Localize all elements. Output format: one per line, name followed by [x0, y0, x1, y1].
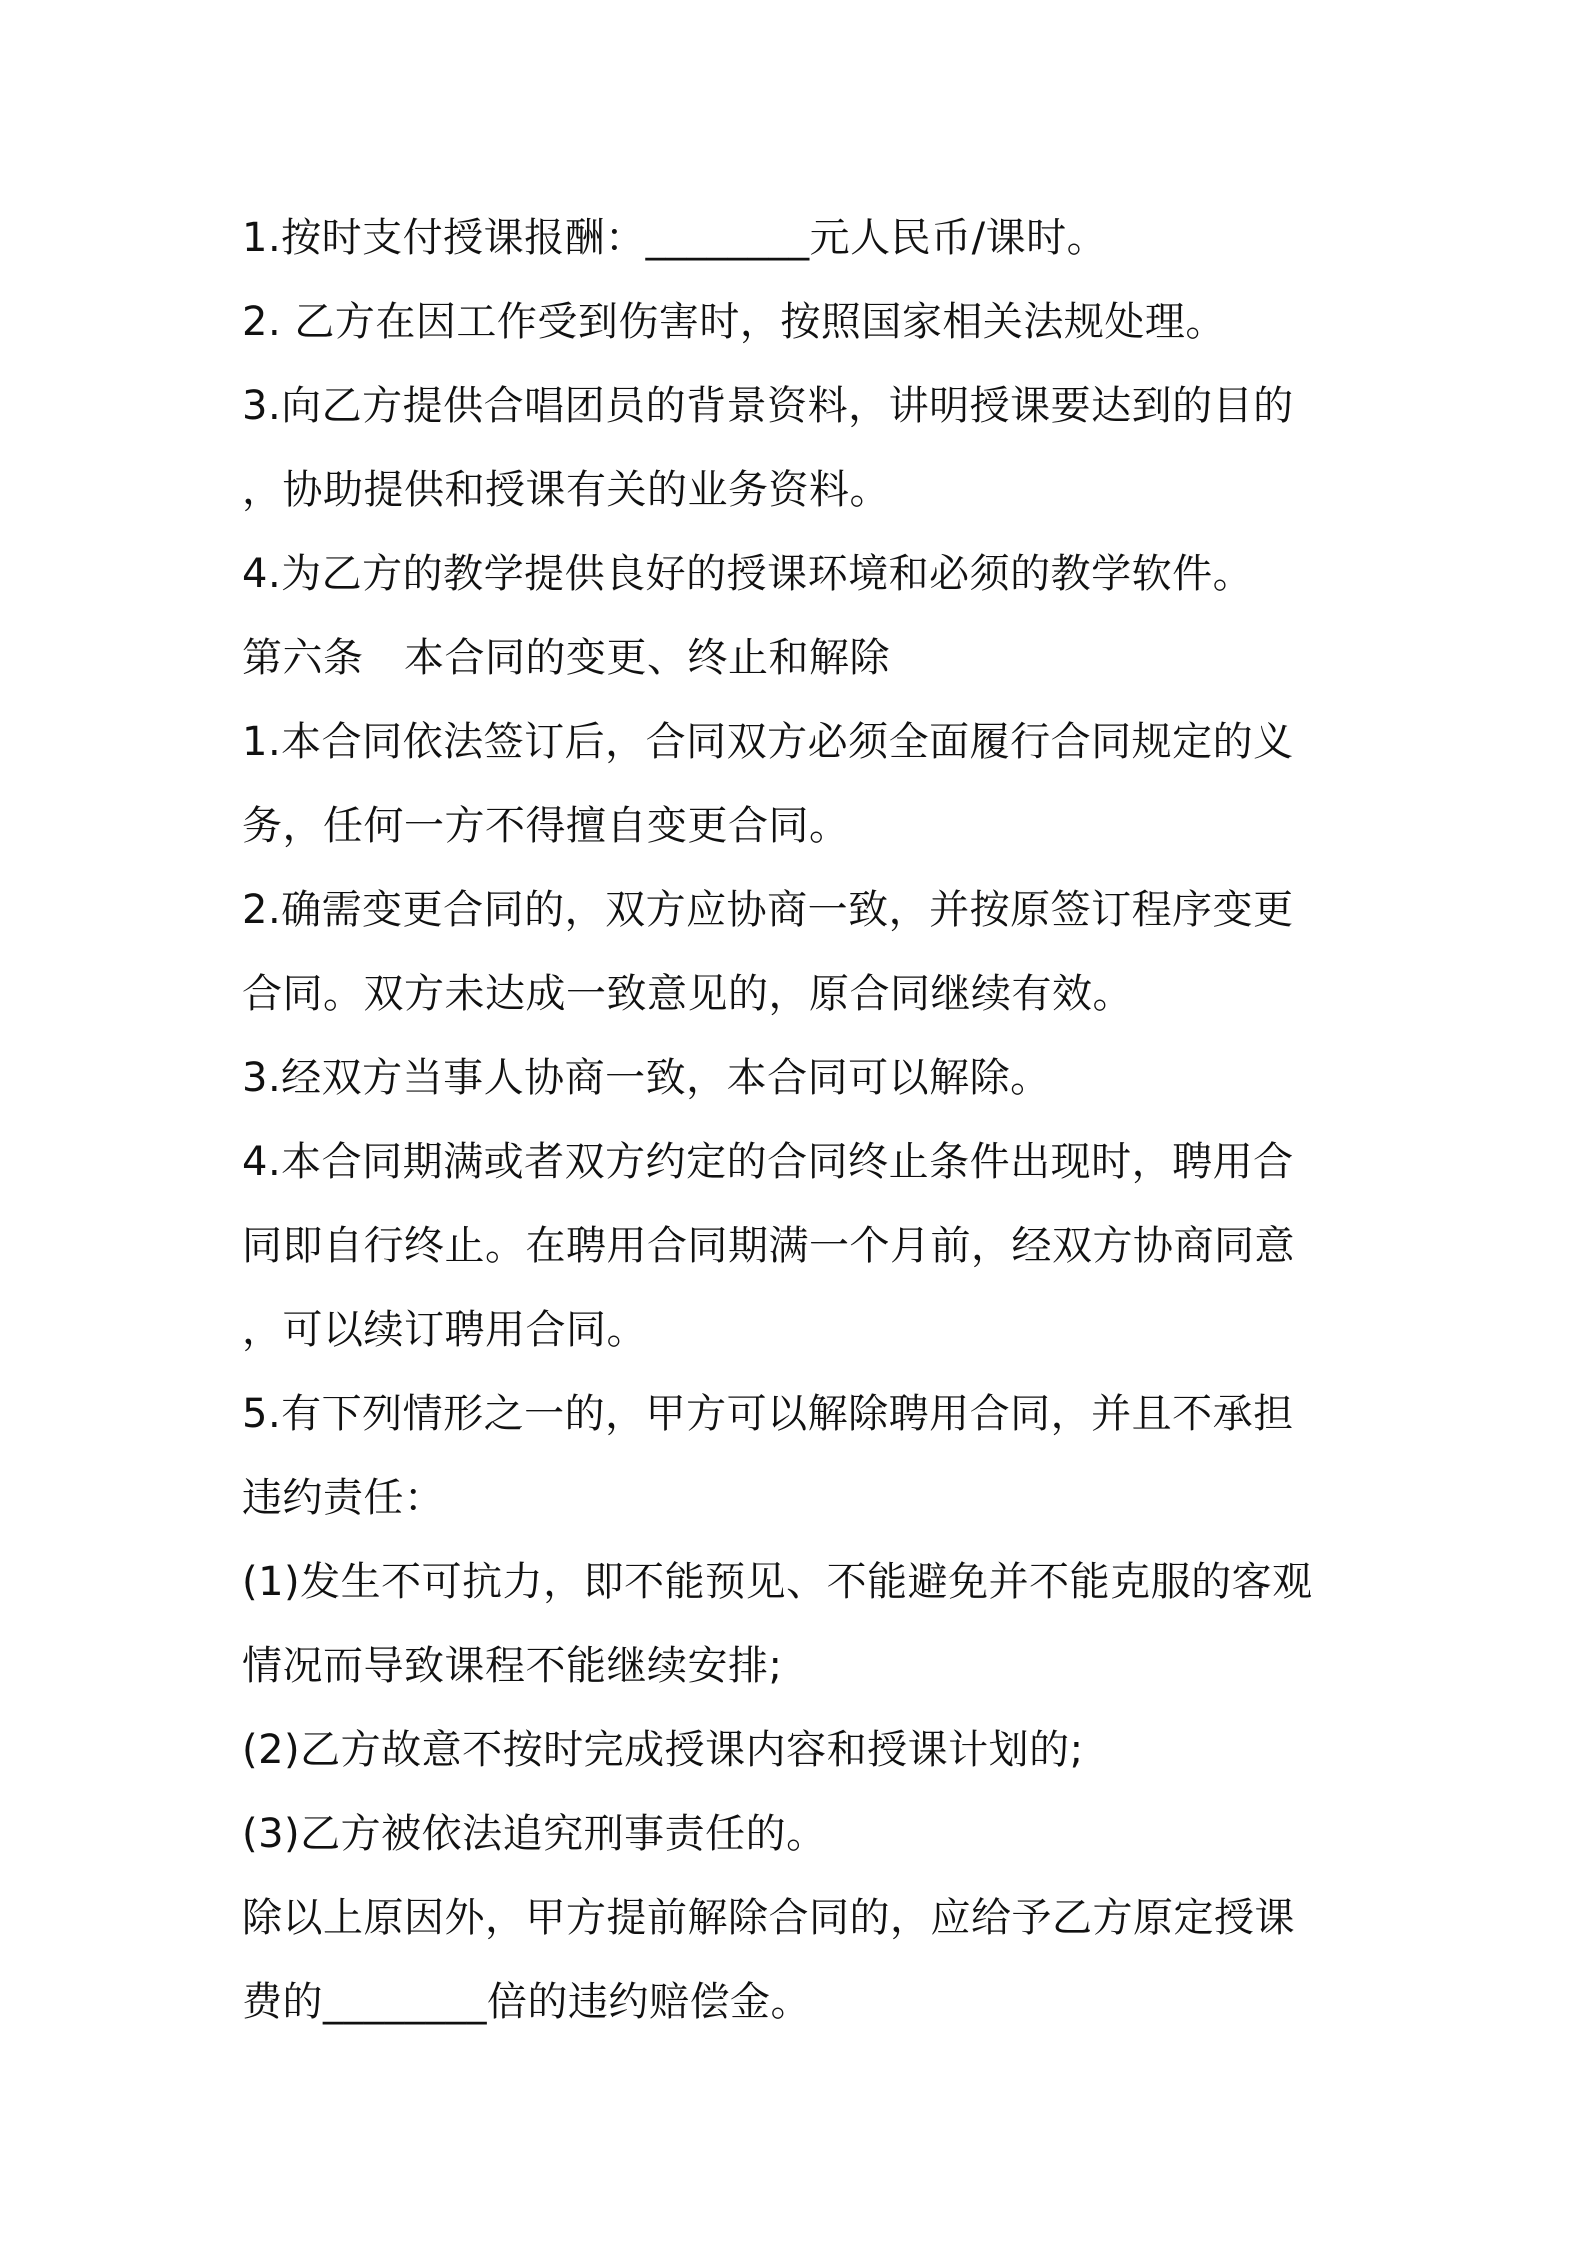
text-line: 4.本合同期满或者双方约定的合同终止条件出现时，聘用合	[242, 1139, 1294, 1185]
text-line: ，可以续订聘用合同。	[242, 1307, 647, 1353]
text-line: 1.本合同依法签订后，合同双方必须全面履行合同规定的义	[242, 719, 1294, 765]
text-line: 务，任何一方不得擅自变更合同。	[242, 803, 850, 849]
text-line: 除以上原因外，甲方提前解除合同的，应给予乙方原定授课	[242, 1895, 1295, 1941]
text-line: 2. 乙方在因工作受到伤害时，按照国家相关法规处理。	[242, 299, 1226, 345]
text-line: ，协助提供和授课有关的业务资料。	[242, 467, 890, 513]
text-line: 5.有下列情形之一的，甲方可以解除聘用合同，并且不承担	[242, 1391, 1294, 1437]
text-line: 违约责任：	[242, 1475, 445, 1521]
section-heading: 第六条 本合同的变更、终止和解除	[242, 635, 890, 681]
text-line: 4.为乙方的教学提供良好的授课环境和必须的教学软件。	[242, 551, 1254, 597]
text-line: 3.向乙方提供合唱团员的背景资料，讲明授课要达到的目的	[242, 383, 1294, 429]
text-line: 情况而导致课程不能继续安排;	[242, 1643, 783, 1689]
text-line: (1)发生不可抗力，即不能预见、不能避免并不能克服的客观	[242, 1559, 1313, 1605]
text-line: (3)乙方被依法追究刑事责任的。	[242, 1811, 827, 1857]
document-body	[242, 196, 1362, 2044]
text-line: 费的________倍的违约赔偿金。	[242, 1979, 811, 2025]
text-line: (2)乙方故意不按时完成授课内容和授课计划的;	[242, 1727, 1084, 1773]
text-line: 3.经双方当事人协商一致，本合同可以解除。	[242, 1055, 1051, 1101]
text-line: 合同。双方未达成一致意见的，原合同继续有效。	[242, 971, 1133, 1017]
text-line: 同即自行终止。在聘用合同期满一个月前，经双方协商同意	[242, 1223, 1295, 1269]
text-line: 2.确需变更合同的，双方应协商一致，并按原签订程序变更	[242, 887, 1294, 933]
text-line: 1.按时支付授课报酬：________元人民币/课时。	[242, 215, 1108, 261]
